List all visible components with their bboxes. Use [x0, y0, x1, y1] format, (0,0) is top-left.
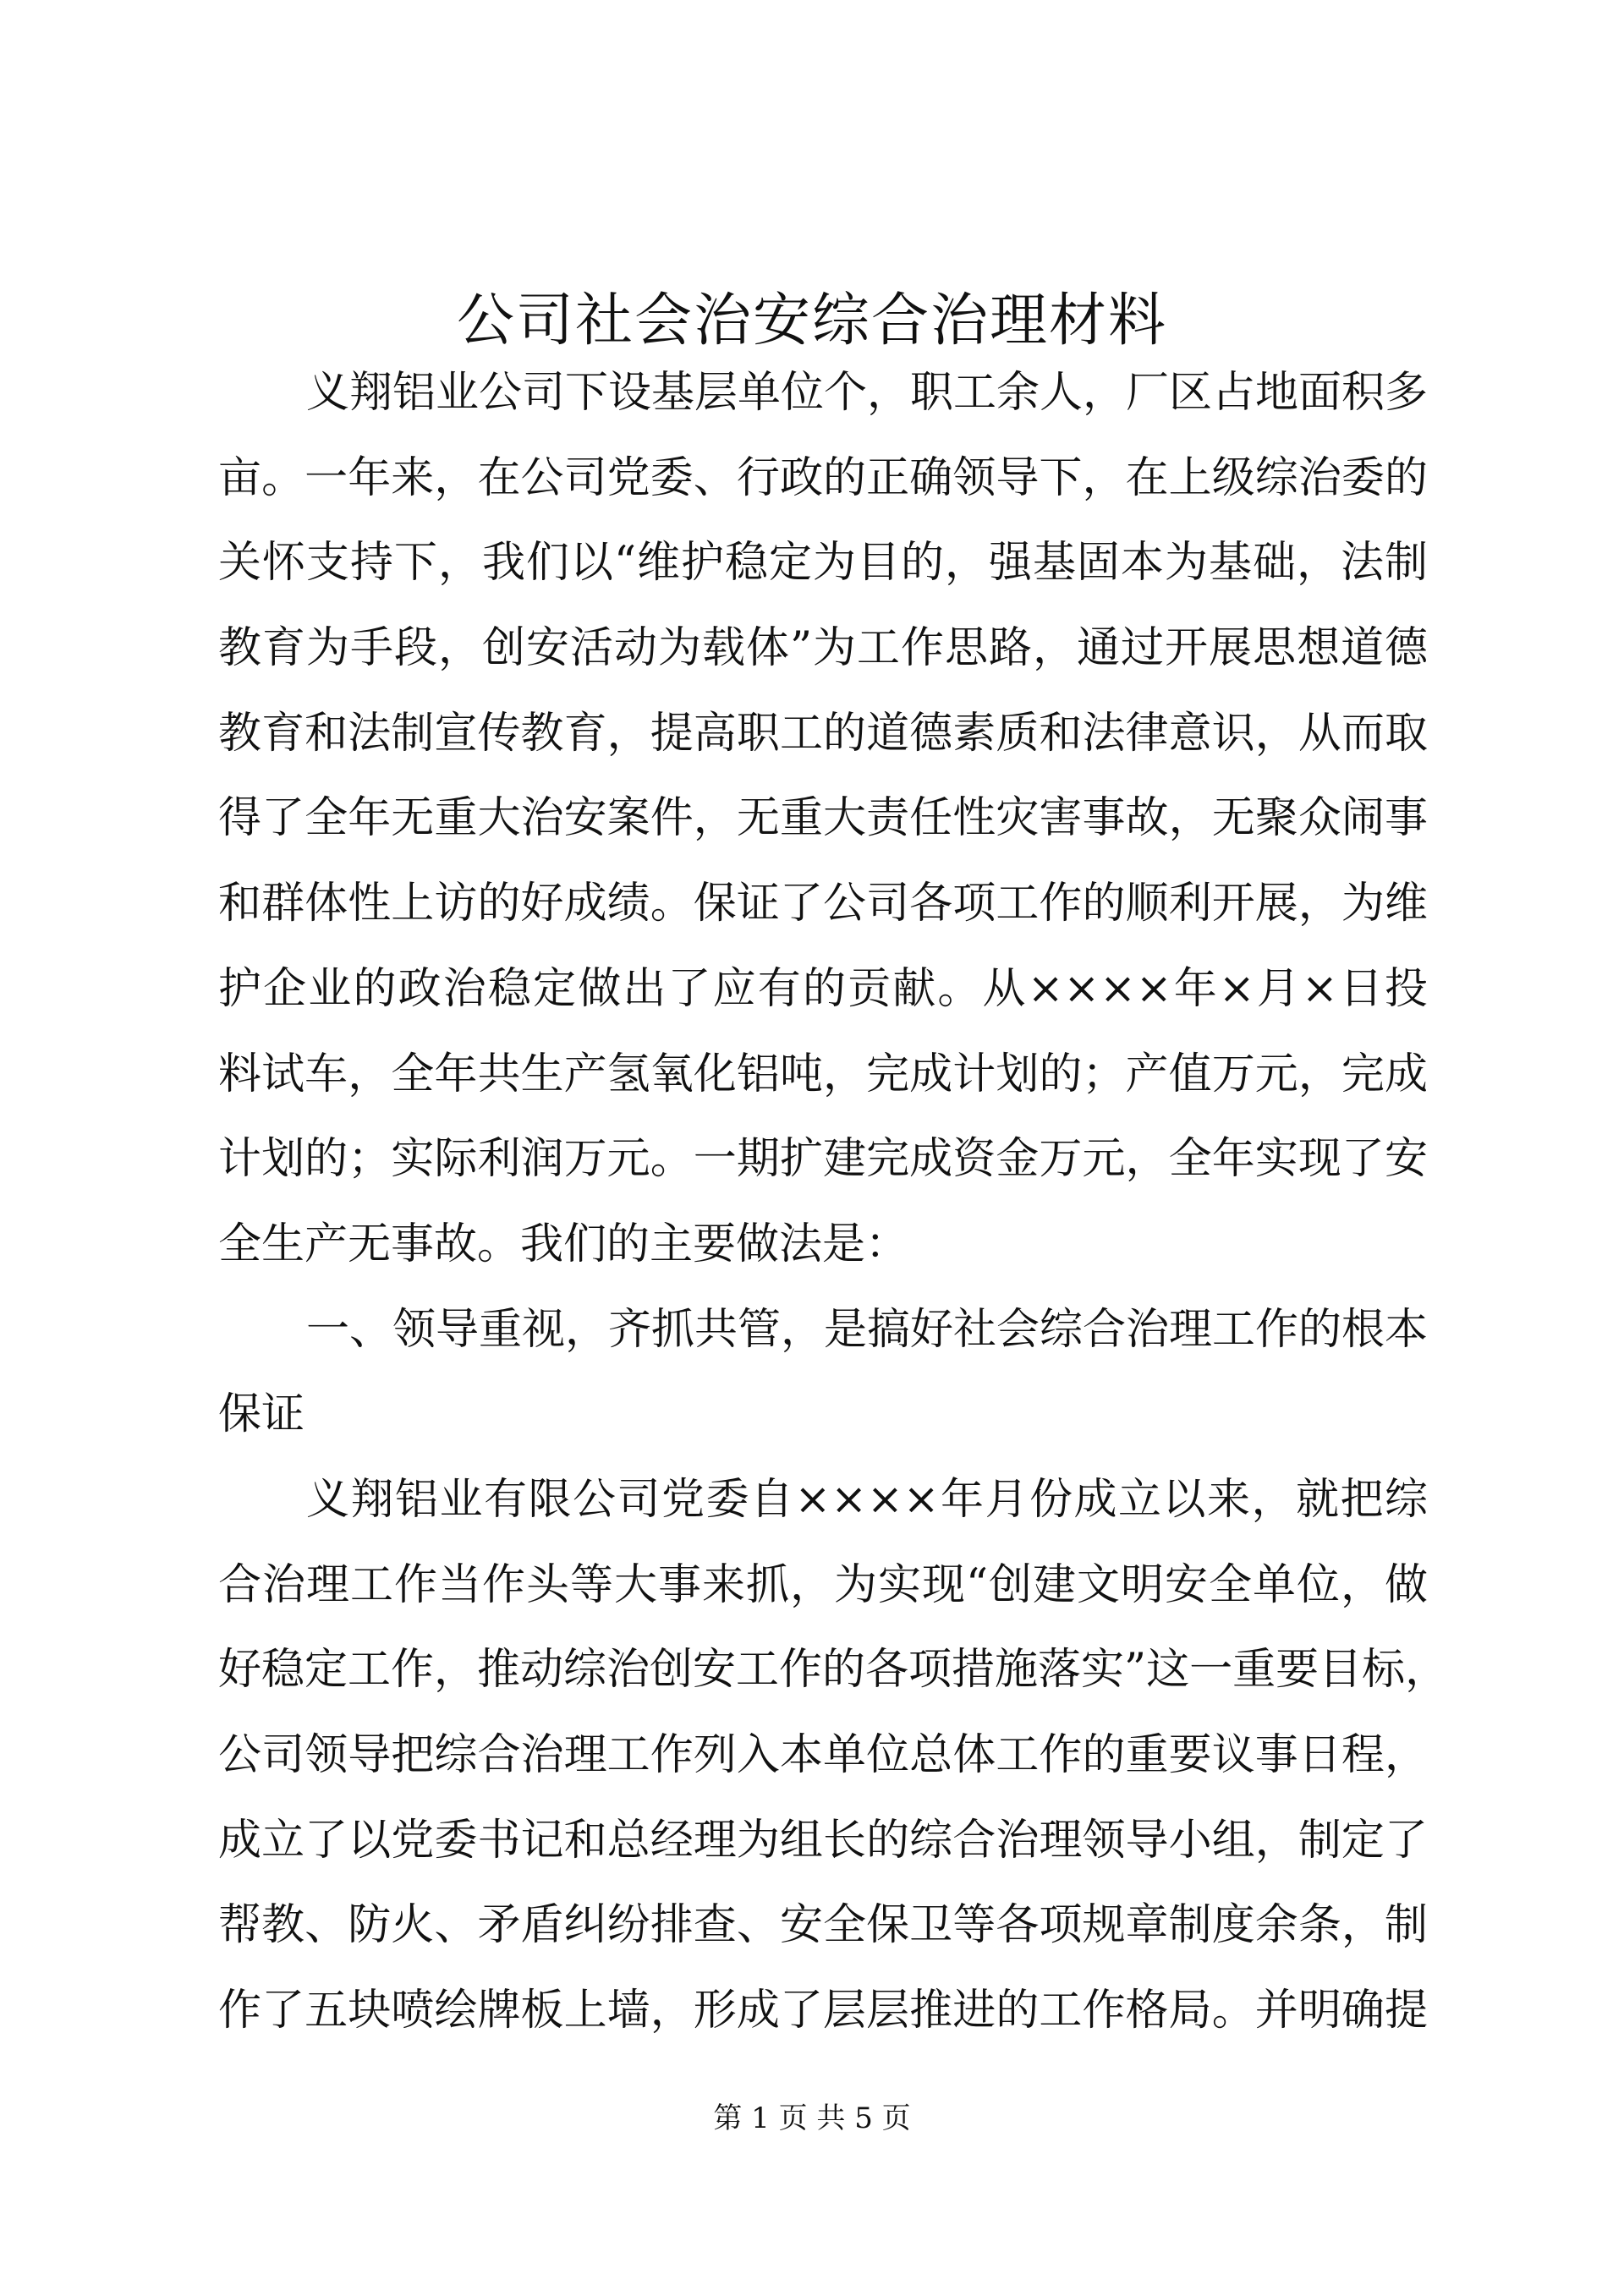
- paragraph-line: 成立了以党委书记和总经理为组长的综合治理领导小组，制定了: [218, 1815, 1428, 1866]
- paragraph-line: 义翔铝业公司下设基层单位个，职工余人，厂区占地面积多: [306, 368, 1429, 418]
- section-heading-line: 一、领导重视，齐抓共管，是搞好社会综合治理工作的根本: [306, 1304, 1429, 1355]
- document-body: [218, 351, 1449, 2054]
- paragraph-line: 义翔铝业有限公司党委自××××年月份成立以来，就把综: [306, 1474, 1428, 1525]
- paragraph-line: 教育为手段，创安活动为载体”为工作思路，通过开展思想道德: [218, 623, 1428, 674]
- paragraph-line: 教育和法制宣传教育，提高职工的道德素质和法律意识，从而取: [218, 708, 1428, 759]
- paragraph-line: 全生产无事故。我们的主要做法是：: [218, 1219, 909, 1269]
- document-title: 公司社会治安综合治理材料: [456, 288, 1167, 354]
- page-number-footer: 第 1 页 共 5 页: [713, 2101, 911, 2135]
- paragraph-line: 作了五块喷绘牌板上墙，形成了层层推进的工作格局。并明确提: [218, 1986, 1428, 2036]
- paragraph-line: 合治理工作当作头等大事来抓，为实现“创建文明安全单位，做: [218, 1559, 1428, 1610]
- paragraph-line: 公司领导把综合治理工作列入本单位总体工作的重要议事日程，: [218, 1730, 1428, 1780]
- paragraph-line: 计划的；实际利润万元。一期扩建完成资金万元，全年实现了安: [218, 1134, 1428, 1185]
- paragraph-line: 得了全年无重大治安案件，无重大责任性灾害事故，无聚众闹事: [218, 793, 1428, 844]
- paragraph-line: 和群体性上访的好成绩。保证了公司各项工作的顺利开展，为维: [218, 879, 1428, 929]
- paragraph-line: 料试车，全年共生产氢氧化铝吨，完成计划的；产值万元，完成: [218, 1049, 1428, 1099]
- paragraph-line: 好稳定工作，推动综治创安工作的各项措施落实”这一重要目标，: [218, 1645, 1449, 1696]
- paragraph-line: 亩。一年来，在公司党委、行政的正确领导下，在上级综治委的: [218, 452, 1428, 503]
- paragraph-line: 帮教、防火、矛盾纠纷排查、安全保卫等各项规章制度余条，制: [218, 1900, 1428, 1951]
- paragraph-line: 护企业的政治稳定做出了应有的贡献。从××××年×月×日投: [218, 963, 1428, 1014]
- section-heading-line: 保证: [218, 1389, 305, 1440]
- paragraph-line: 关怀支持下，我们以“维护稳定为目的，强基固本为基础，法制: [218, 538, 1428, 589]
